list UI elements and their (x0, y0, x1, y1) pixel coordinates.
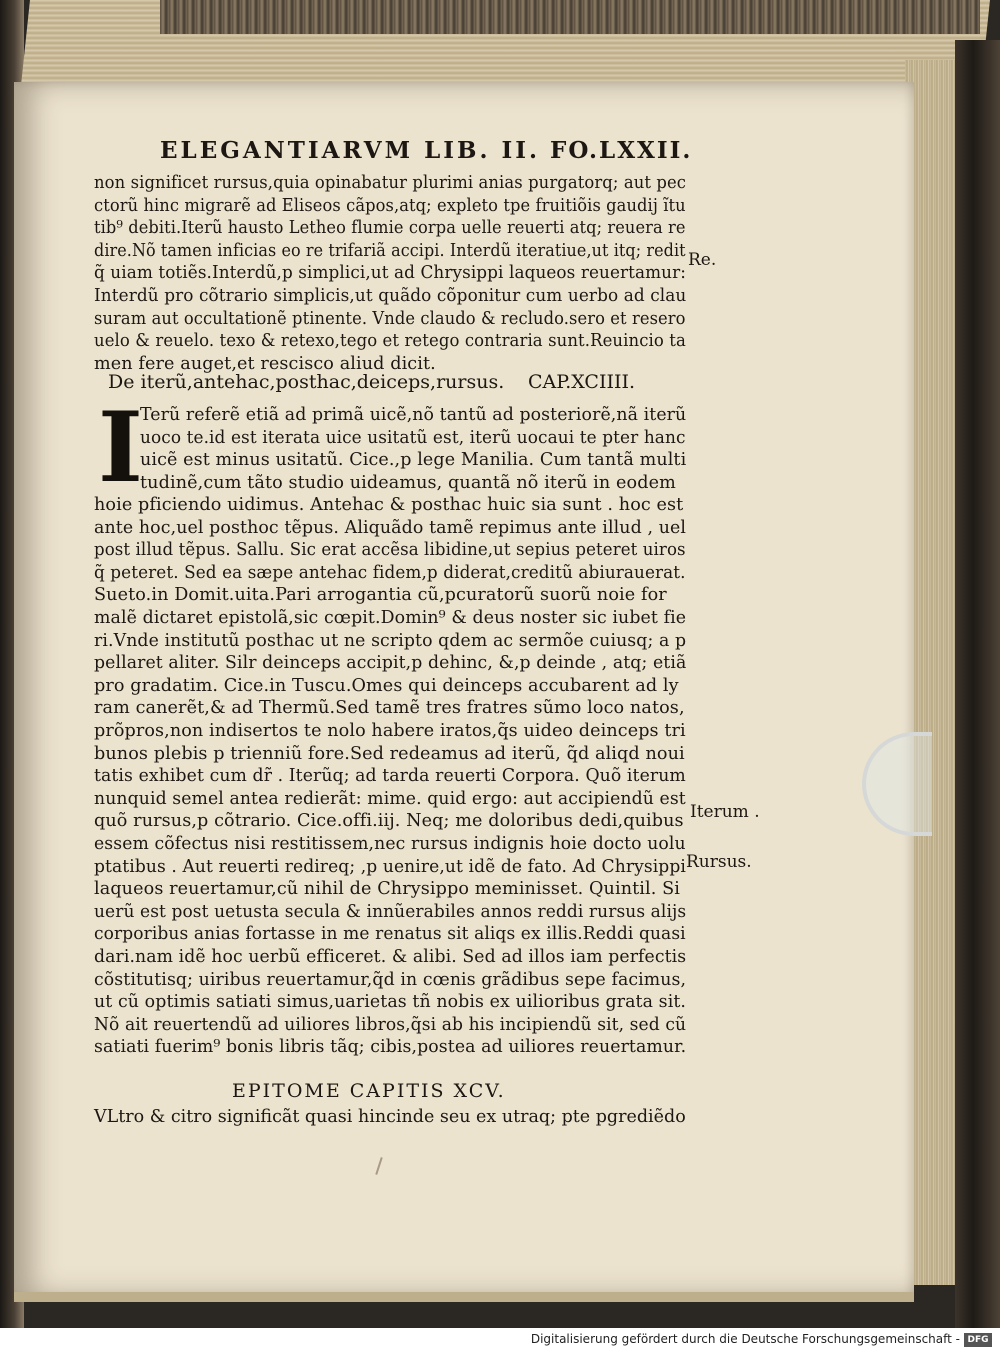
text-line: laqueos reuertamur,cũ nihil de Chrysippo meminisset. Quintil. Si (94, 879, 681, 900)
text-line: non significet rursus,quia opinabatur plurimi anias purgatorq; aut pec (94, 173, 687, 193)
text-line: satiati fuerim⁹ bonis libris tãq; cibis,postea ad uiliores reuertamur. (94, 1037, 687, 1058)
text-line: Sueto.in Domit.uita.Pari arrogantia cũ,pcuratorũ suorũ noie for (94, 585, 667, 606)
text-line: pro gradatim. Cice.in Tuscu.Omes qui deinceps accubarent ad ly (94, 675, 679, 696)
text-line: men fere auget,et rescisco aliud dicit. (94, 353, 436, 374)
epitome-heading: EPITOME CAPITIS XCV. (232, 1080, 506, 1102)
text-line: ut cũ optimis satiati simus,uarietas tñ nobis ex uilioribus grata sit. (94, 992, 687, 1013)
text-line: q̃ uiam totiẽs.Interdũ,p simplici,ut ad Chrysippi laqueos reuertamur: (94, 263, 687, 284)
text-line: uoco te.id est iterata uice usitatũ est, iterũ uocaui te pter hanc (140, 427, 686, 448)
text-line: Interdũ pro cõtrario simplicis,ut quãdo cõponitur cum uerbo ad clau (94, 286, 687, 306)
text-line: hoie pficiendo uidimus. Antehac & posthac huic siа sunt . hoc est (94, 495, 684, 515)
text-line: tib⁹ debiti.Iterũ hausto Letheo flumie corpa uelle reuerti atq; reuera re (94, 218, 686, 239)
text-line: tudinẽ,cum tãto studio uideamus, quantã nõ iterũ in eodem (140, 472, 676, 493)
text-line: tatis exhibet cum dr̃ . Iterũq; ad tarda reuerti Corpora. Quõ iterum (94, 766, 686, 787)
chapter-heading: De iterũ,antehac,posthac,deiceps,rursus. (108, 371, 505, 393)
footer-text: Digitalisierung gefördert durch die Deutsche Forschungsgemeinschaft - (530, 1332, 960, 1346)
text-line: post illud tẽpus. Sallu. Sic erat accẽsa libidine,ut sepius peteret uiros (94, 540, 686, 561)
text-line: bunos plebis p trienniũ fore.Sed redeamus ad iterũ, q̃d aliqd noui (94, 743, 685, 764)
text-line: ante hoc,uel posthoc tẽpus. Aliquãdo tamẽ repimus ante illud , uel (94, 517, 687, 538)
margin-note-iterum: Iterum . (690, 802, 760, 822)
text-line: prõpros,non indisertos te nolo habere iratos,q̃s uideo deinceps tri (94, 721, 686, 741)
text-line: nunquid semel antea redierãt: mime. quid ergo: aut accipiendũ est (94, 788, 686, 809)
text-line: pellaret aliter. Silr deinceps accipit,p dehinc, &,p deinde , atq; etiã (94, 653, 687, 674)
text-line: uelo & reuelo. texo & retexo,tego et retego contraria sunt.Reuincio ta (94, 331, 686, 352)
text-line: cõstitutisq; uiribus reuertamur,q̃d in cœnis grãdibus sepe facimus, (94, 969, 687, 990)
running-head: ELEGANTIARVM LIB. II. (160, 137, 540, 164)
text-line: suram aut occultationẽ ptinente. Vnde claudo & recludo.sero et resero (94, 308, 686, 329)
text-line: ptatibus . Aut reuerti redireq; ,p uenire,ut idẽ de fato. Ad Chrysippi (94, 856, 686, 877)
page-edge-bottom (14, 1292, 914, 1302)
text-line: uerũ est post uetusta secula & innũerabiles annos reddi rursus alijs (94, 901, 687, 922)
text-line: VLtro & citro significãt quasi hincinde seu ex utraq; pte pgrediẽdo (94, 1106, 686, 1127)
text-line: corporibus anias fortasse in me renatus sit aliqs ex illis.Reddi quasi (94, 924, 686, 945)
text-line: quõ rursus,p cõtrario. Cice.offi.iij. Neq; me doloribus dedi,quibus (94, 811, 684, 832)
margin-note-rursus: Rursus. (686, 852, 752, 872)
page-edges-top-dark (160, 0, 980, 34)
folio-number: FO.LXXII. (550, 137, 693, 164)
text-line: dire.Nõ tamen inficias eo re trifariã accipi. Interdũ iteratiue,ut itq; redit (94, 240, 686, 261)
text-line: ram canerẽt,& ad Thermũ.Sed tamẽ tres fratres sũmo loco natos, (94, 698, 685, 719)
book-cover-right (955, 40, 1000, 1328)
text-line: malẽ dictaret epistolã,sic cœpit.Domin⁹ & deus noster sic iubet fie (94, 608, 687, 628)
text-line: essem cõfectus nisi restitissem,nec rursus indignis hoie docto uolu (94, 834, 686, 854)
text-line: uicẽ est minus usitatũ. Cice.,p lege Manilia. Cum tantã multi (140, 450, 687, 471)
text-line: Nõ ait reuertendũ ad uiliores libros,q̃si ab his incipiendũ sit, sed cũ (94, 1014, 687, 1035)
chapter-number: CAP.XCIIII. (528, 371, 636, 393)
margin-note-re: Re. (688, 250, 717, 270)
text-line: dari.nam idẽ hoc uerbũ efficeret. & alibi. Sed ad illos iam perfectis (94, 947, 687, 967)
text-line: ctorũ hinc migrarẽ ad Eliseos cãpos,atq; expleto tpe fruitiõis gaudij ĩtu (94, 195, 686, 216)
text-line: Terũ referẽ etiã ad primã uicẽ,nõ tantũ ad posteriorẽ,nã iterũ (140, 405, 687, 425)
drop-cap: I (98, 391, 143, 504)
dfg-logo: DFG (964, 1333, 992, 1347)
text-line: q̃ peteret. Sed ea sæpe antehac fidem,p diderat,creditũ abiurauerat. (94, 562, 686, 583)
text-line: ri.Vnde institutũ posthac ut ne scripto qdem ac sermõe cuiusq; a p (94, 630, 687, 651)
footer-banner (0, 1328, 1000, 1353)
